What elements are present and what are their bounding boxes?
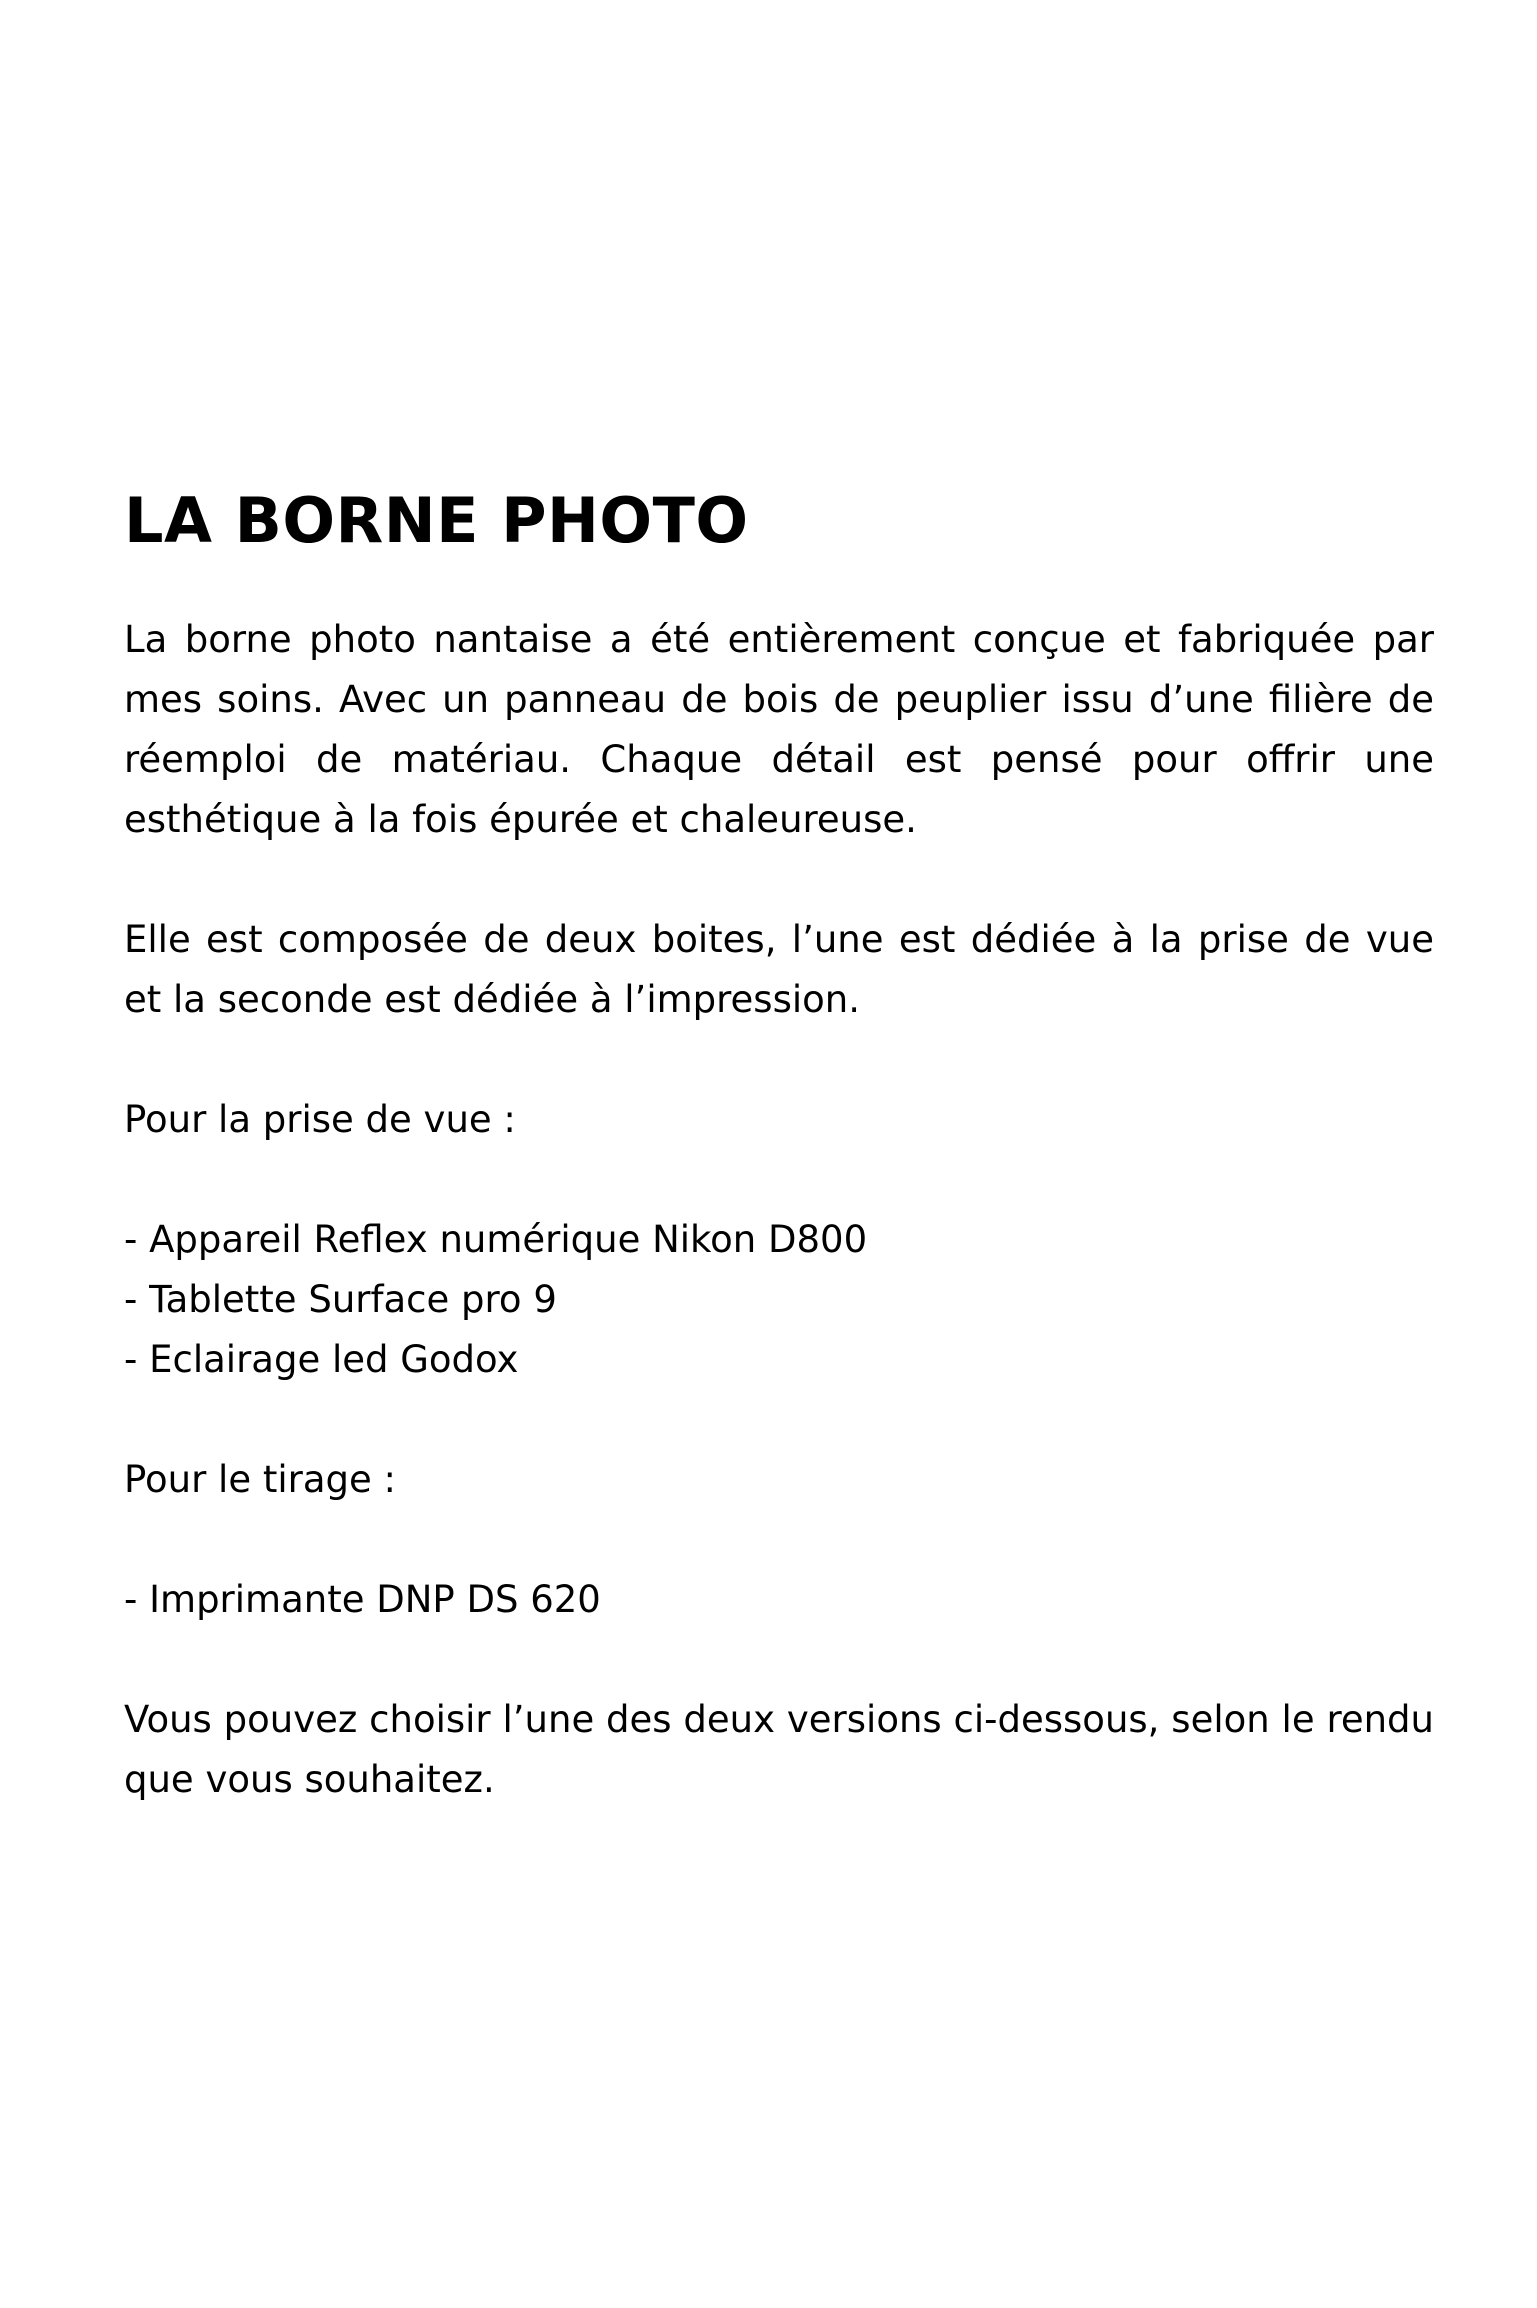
list-item: - Eclairage led Godox — [124, 1338, 519, 1381]
printing-equipment-list — [124, 1570, 1434, 1630]
list-item: - Imprimante DNP DS 620 — [124, 1578, 601, 1621]
composition-paragraph: Elle est composée de deux boites, l’une est dédiée à la prise de vue et la seconde est dédiée à l’impression. — [124, 918, 1434, 1021]
shooting-equipment-list — [124, 1210, 1434, 1390]
document-page — [124, 486, 1434, 1810]
closing-paragraph: Vous pouvez choisir l’une des deux versions ci-dessous, selon le rendu que vous souhaitez. — [124, 1698, 1434, 1801]
page-title: LA BORNE PHOTO — [124, 484, 749, 557]
list-item: - Appareil Reflex numérique Nikon D800 — [124, 1218, 868, 1261]
printing-heading: Pour le tirage : — [124, 1458, 397, 1501]
list-item: - Tablette Surface pro 9 — [124, 1278, 557, 1321]
intro-paragraph: La borne photo nantaise a été entièrement conçue et fabriquée par mes soins. Avec un panneau de bois de peuplier issu d’une filière de réemploi de matériau. Chaque détail est pensé pour offrir une esthétique à la fois épurée et chaleureuse. — [124, 618, 1434, 841]
shooting-heading: Pour la prise de vue : — [124, 1098, 516, 1141]
